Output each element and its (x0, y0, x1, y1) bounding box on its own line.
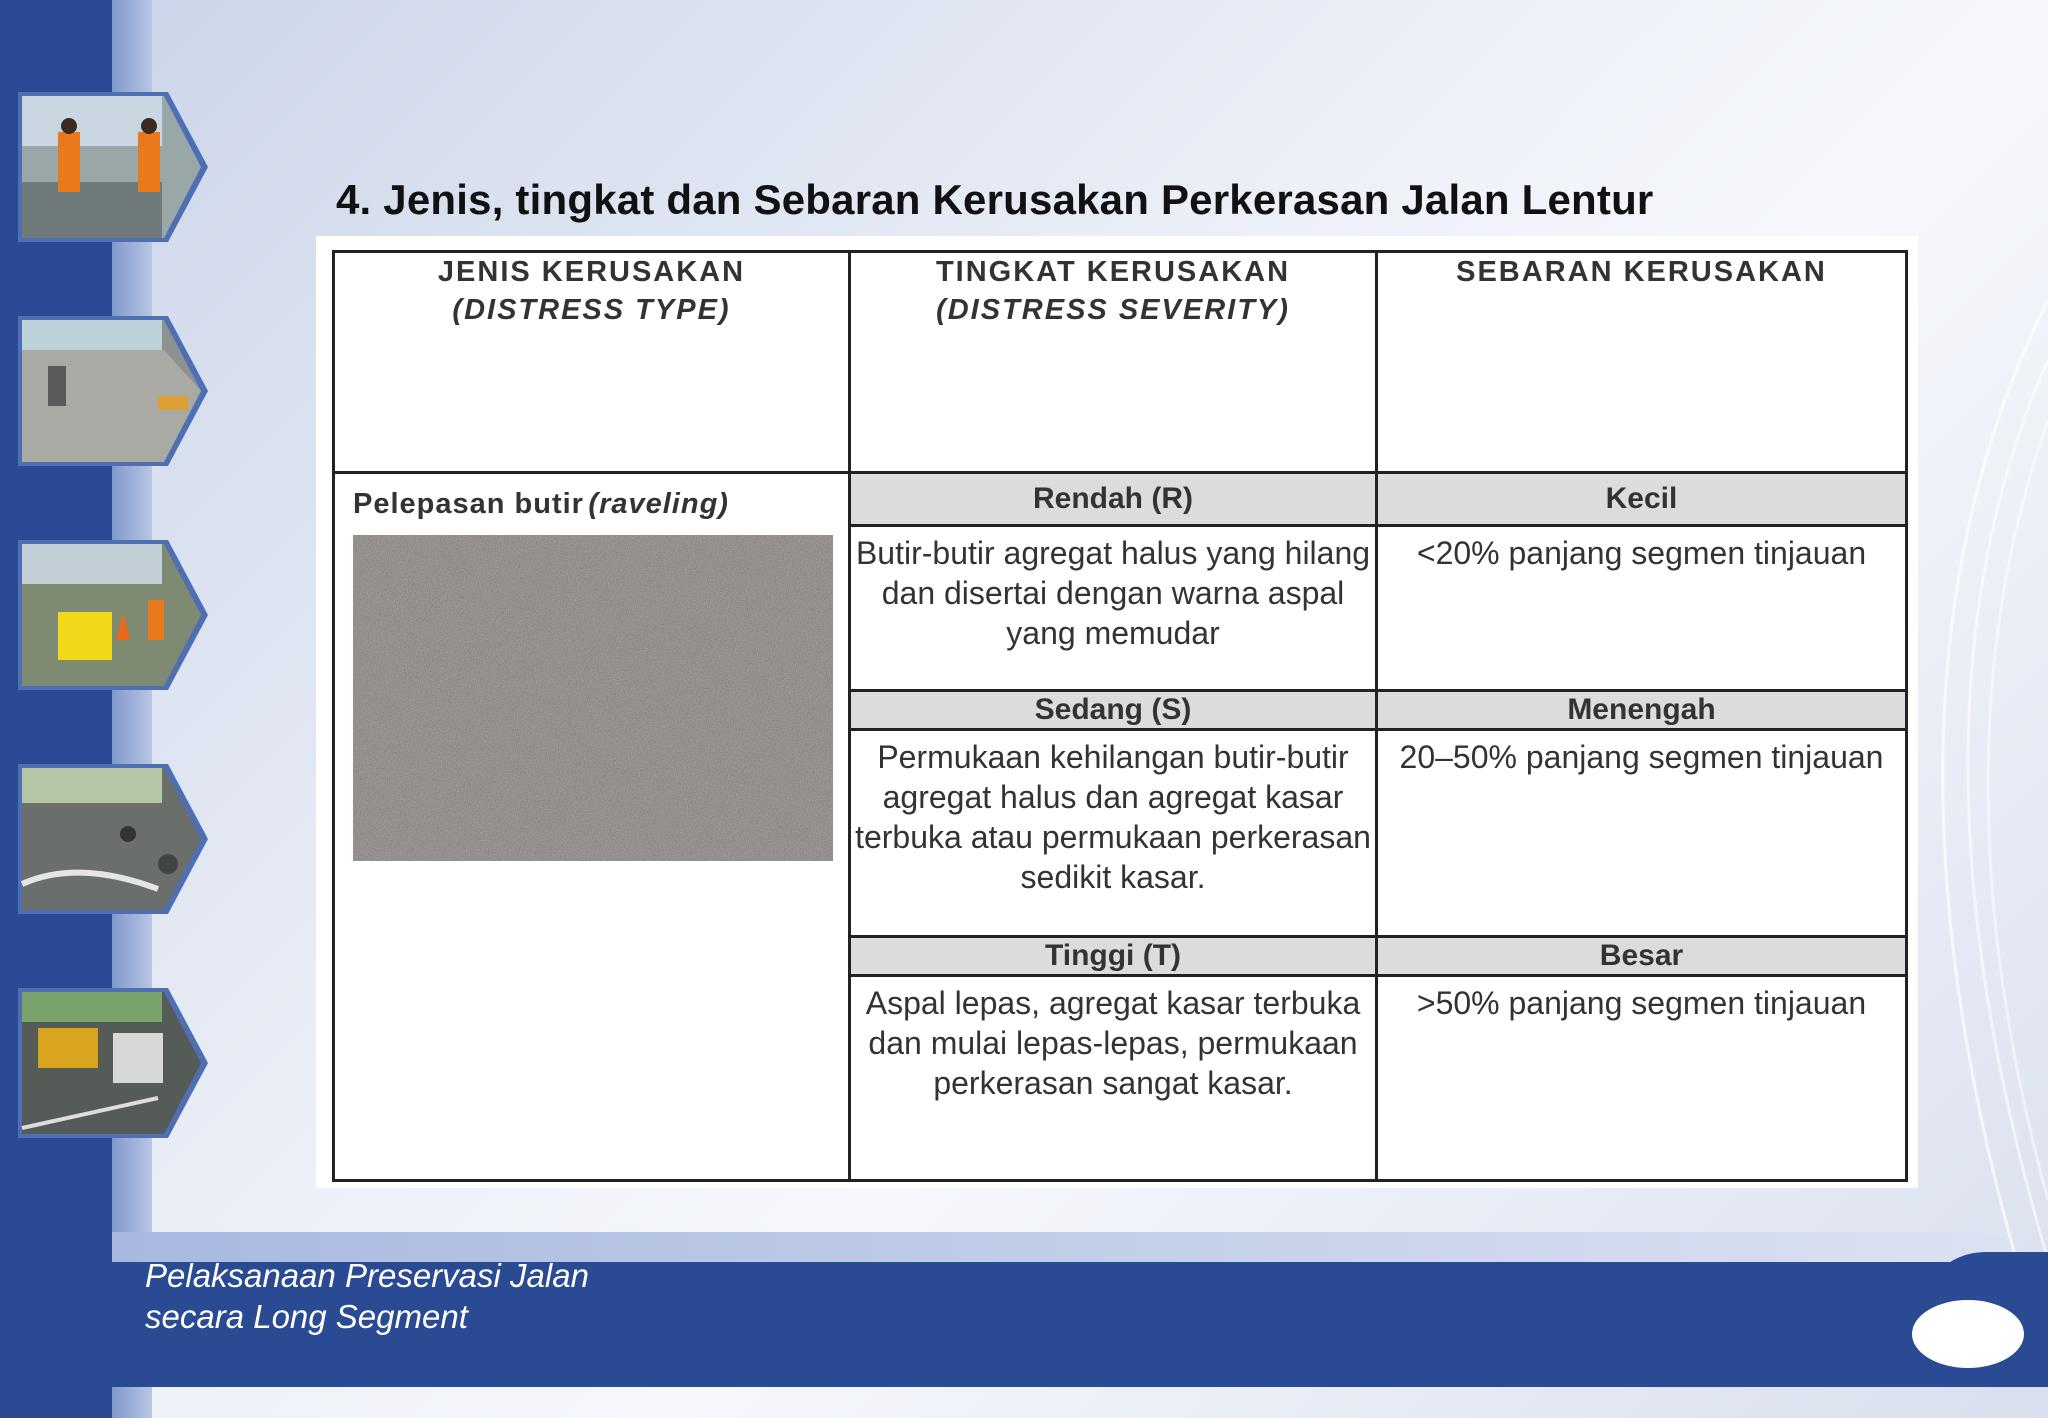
thumbnail-road-workers (18, 92, 208, 242)
distress-table (332, 250, 1908, 1182)
footer-oval-logo (1912, 1300, 2024, 1368)
severity-high-desc: Aspal lepas, agregat kasar terbuka dan mulai lepas-lepas, permukaan perkerasan sangat kasar. (850, 976, 1377, 1181)
distress-type-label-en-text: (raveling) (588, 488, 729, 520)
severity-low-label: Rendah (R) (850, 473, 1377, 526)
page-title: 4. Jenis, tingkat dan Sebaran Kerusakan Perkerasan Jalan Lentur (336, 176, 1654, 223)
header-line: (DISTRESS TYPE) (452, 294, 731, 326)
raveling-photo (353, 535, 833, 861)
severity-low-desc: Butir-butir agregat halus yang hilang dan disertai dengan warna aspal yang memudar (850, 526, 1377, 691)
header-distress-type (334, 252, 850, 473)
header-distress-extent (1377, 252, 1907, 473)
thumbnail-road-crew (18, 764, 208, 914)
extent-small-desc: <20% panjang segmen tinjauan (1377, 526, 1907, 691)
extent-large-desc: >50% panjang segmen tinjauan (1377, 976, 1907, 1181)
header-line: TINGKAT KERUSAKAN (935, 256, 1291, 288)
footer-line-1: Pelaksanaan Preservasi Jalan (145, 1257, 589, 1294)
thumbnail-road-repair (18, 316, 208, 466)
thumbnail-paving-machine (18, 988, 208, 1138)
distress-type-label-en (588, 488, 729, 520)
severity-high-label: Tinggi (T) (850, 937, 1377, 976)
distress-type-label: Pelepasan butir (353, 488, 584, 520)
extent-large-label: Besar (1377, 937, 1907, 976)
table-row (334, 473, 1907, 526)
distress-table-panel (316, 236, 1918, 1188)
extent-medium-label: Menengah (1377, 691, 1907, 730)
footer-line-2: secara Long Segment (145, 1298, 468, 1335)
header-line: (DISTRESS SEVERITY) (936, 294, 1290, 326)
header-line: SEBARAN KERUSAKAN (1456, 256, 1827, 288)
severity-medium-label: Sedang (S) (850, 691, 1377, 730)
table-header-row (334, 252, 1907, 473)
extent-medium-desc: 20–50% panjang segmen tinjauan (1377, 730, 1907, 937)
distress-type-cell (334, 473, 850, 1181)
extent-small-label: Kecil (1377, 473, 1907, 526)
thumbnail-road-sign (18, 540, 208, 690)
footer-caption (145, 1255, 589, 1337)
header-distress-severity (850, 252, 1377, 473)
header-line: JENIS KERUSAKAN (437, 256, 746, 288)
severity-medium-desc: Permukaan kehilangan butir-butir agregat halus dan agregat kasar terbuka atau permukaan perkerasan sedikit kasar. (850, 730, 1377, 937)
